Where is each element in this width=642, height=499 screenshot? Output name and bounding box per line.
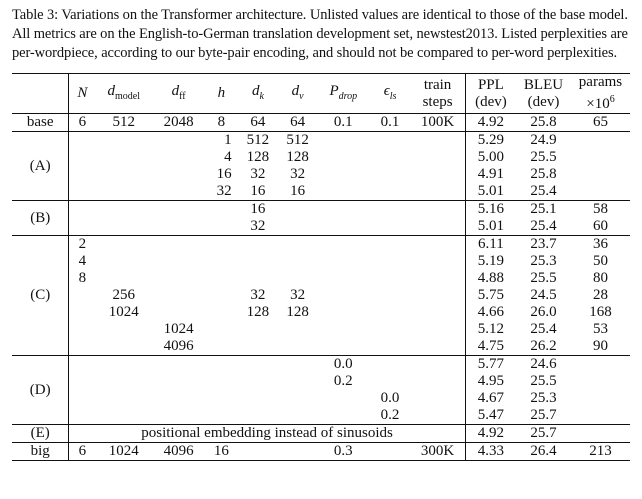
row-group-e (12, 425, 630, 443)
cell-params (571, 132, 630, 201)
header-pdrop: $P_{drop}$ (329, 82, 358, 102)
cell-dk: 512 128 32 16 (246, 132, 270, 199)
cell-params (571, 356, 630, 425)
row-label: big (12, 443, 69, 461)
cell-dv: 512 128 32 16 (286, 132, 309, 199)
cell-els: 0.1 (380, 114, 400, 130)
cell-dff (152, 132, 205, 201)
header-empty (12, 74, 69, 114)
cell-dk (238, 356, 279, 425)
cell-dv (278, 356, 317, 425)
header-dv: $d_v$ (291, 82, 304, 102)
cell-h (205, 201, 238, 236)
cell-dv: 64 (290, 114, 306, 130)
cell-dff: 1024 4096 (163, 321, 194, 354)
cell-train (410, 201, 465, 236)
cell-dk: 32 128 (246, 287, 270, 320)
cell-h: 16 (213, 443, 229, 459)
row-label: (B) (12, 201, 69, 236)
row-label: (E) (12, 425, 69, 443)
header-dk: $d_k$ (251, 82, 264, 102)
header-params: params $\times 10^6$ (578, 74, 623, 112)
cell-els: 0.0 0.2 (380, 390, 400, 423)
cell-bleu: 25.1 25.4 (530, 201, 557, 234)
cell-dv (278, 201, 317, 236)
cell-train: 300K (410, 443, 465, 461)
cell-bleu: 23.7 25.3 25.5 24.5 26.0 25.4 26.2 (530, 236, 557, 354)
row-label: base (12, 114, 69, 132)
cell-dmodel (95, 356, 152, 425)
cell-dmodel: 512 (112, 114, 136, 130)
header-h: h (217, 85, 226, 101)
cell-dmodel (95, 132, 152, 201)
cell-train: 100K (410, 114, 465, 132)
cell-ppl: 6.11 5.19 4.88 5.75 4.66 5.12 4.75 (477, 236, 505, 354)
cell-pdrop (317, 201, 370, 236)
header-epsilon-ls: $\epsilon_{ls}$ (383, 82, 397, 102)
cell-train (410, 356, 465, 425)
cell-bleu: 24.6 25.5 25.3 25.7 (530, 356, 557, 423)
cell-pdrop (317, 236, 370, 356)
cell-ppl: 5.29 5.00 4.91 5.01 (477, 132, 505, 199)
cell-train (410, 236, 465, 356)
cell-bleu: 25.8 (530, 114, 557, 130)
cell-train (410, 132, 465, 201)
header-dff: $d_{ff}$ (171, 82, 186, 102)
cell-ppl: 4.92 (477, 425, 505, 441)
cell-params: 58 60 (592, 201, 608, 234)
header-train-steps: train steps (410, 74, 465, 114)
cell-params: 36 50 80 28 168 53 90 (589, 236, 612, 354)
header-dmodel: $d_{model}$ (107, 82, 141, 102)
cell-dmodel (95, 201, 152, 236)
cell-dmodel: 256 1024 (108, 287, 139, 320)
cell-bleu: 26.4 (530, 443, 557, 459)
row-group-c (12, 236, 630, 356)
cell-e-description: positional embedding instead of sinusoids (69, 425, 465, 443)
cell-ppl: 4.92 (477, 114, 505, 130)
cell-dff (152, 356, 205, 425)
cell-dk: 64 (250, 114, 266, 130)
cell-n: 6 (78, 114, 87, 130)
cell-pdrop: 0.1 (333, 114, 353, 130)
cell-dk (238, 443, 279, 461)
row-big (12, 443, 630, 461)
cell-dff: 2048 (163, 114, 194, 130)
header-bleu: BLEU (dev) (523, 76, 564, 110)
cell-dmodel: 1024 (108, 443, 139, 459)
cell-dff (152, 201, 205, 236)
row-label: (A) (12, 132, 69, 201)
cell-ppl: 5.77 4.95 4.67 5.47 (477, 356, 505, 423)
cell-n (69, 356, 95, 425)
cell-params: 65 (592, 114, 608, 130)
cell-bleu: 25.7 (530, 425, 557, 441)
row-base (12, 114, 630, 132)
transformer-variations-table (12, 73, 630, 461)
cell-ppl: 4.33 (477, 443, 505, 459)
cell-n: 2 4 8 (78, 236, 87, 286)
cell-pdrop: 0.0 0.2 (333, 356, 353, 389)
cell-els (370, 236, 411, 356)
cell-h: 1 4 16 32 (216, 132, 232, 199)
cell-h: 8 (217, 114, 226, 130)
cell-els (370, 132, 411, 201)
cell-pdrop (317, 132, 370, 201)
cell-dv (278, 443, 317, 461)
row-label: (D) (12, 356, 69, 425)
cell-h (205, 236, 238, 356)
cell-params: 213 (589, 443, 612, 459)
cell-pdrop: 0.3 (333, 443, 353, 459)
header-ppl: PPL (dev) (475, 76, 507, 110)
cell-h (205, 356, 238, 425)
cell-n (69, 132, 95, 201)
row-group-a (12, 132, 630, 201)
table-caption: Table 3: Variations on the Transformer architecture. Unlisted values are identical to those of the base model. All metrics are on the English-to-German translation development set, newstest2013. Listed perplexities are per-wordpiece, according to our byte-pair encoding, and should not be compared to per-word perplexities. (12, 7, 628, 61)
cell-n: 6 (78, 443, 87, 459)
row-group-d (12, 356, 630, 425)
cell-dff: 4096 (163, 443, 194, 459)
cell-ppl: 5.16 5.01 (477, 201, 505, 234)
cell-els (370, 201, 411, 236)
header-n: N (77, 85, 88, 101)
header-row (12, 74, 630, 114)
cell-dk: 16 32 (250, 201, 266, 234)
cell-n (69, 201, 95, 236)
row-group-b (12, 201, 630, 236)
row-label: (C) (12, 236, 69, 356)
cell-bleu: 24.9 25.5 25.8 25.4 (530, 132, 557, 199)
cell-dv: 32 128 (286, 287, 309, 320)
cell-params (571, 425, 630, 443)
cell-els (370, 443, 411, 461)
